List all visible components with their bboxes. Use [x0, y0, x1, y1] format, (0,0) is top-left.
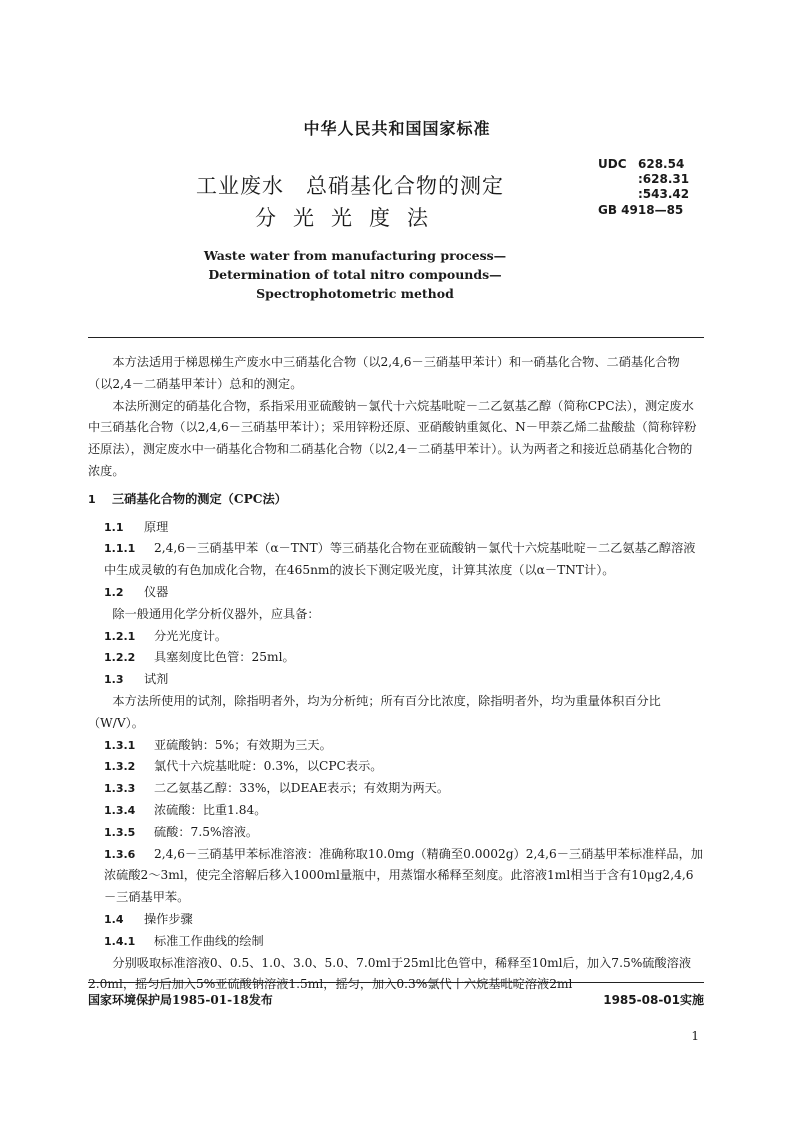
- page-number: 1: [691, 1029, 699, 1043]
- clause-title: 操作步骤: [144, 911, 193, 926]
- clause-text: 硫酸：7.5%溶液。: [154, 824, 259, 839]
- intro-paragraph: 本法所测定的硝基化合物，系指采用亚硫酸钠－氯代十六烷基吡啶－二乙氨基乙醇（简称CPC法），测定废水中三硝基化合物（以2,4,6－三硝基甲苯计）；采用锌粉还原、亚硝酸钠重氮化、N－甲萘乙烯二盐酸盐（简称锌粉还原法），测定废水中一硝基化合物和二硝基化合物（以2,4－二硝基甲苯计）。认为两者之和接近总硝基化合物的浓度。: [88, 398, 697, 478]
- subsection-heading: [88, 517, 704, 539]
- clause-text: 分别吸取标准溶液0、0.5、1.0、3.0、5.0、7.0ml于25ml比色管中，稀释至10ml后，加入7.5%硫酸溶液2.0ml，摇匀后加入5%亚硫酸钠溶液1.5ml，摇匀，加入0.3%氯代十六烷基吡啶溶液2ml: [88, 955, 692, 992]
- udc-block: [598, 157, 689, 202]
- clause-title: 原理: [144, 519, 169, 534]
- clause: [88, 800, 704, 822]
- clause-number: 1.3.1: [104, 738, 136, 752]
- header-divider: [88, 337, 704, 338]
- udc-code: :628.31: [638, 172, 690, 186]
- clause-text: 本方法所使用的试剂，除指明者外，均为分析纯；所有百分比浓度，除指明者外，均为重量体积百分比（W/V）。: [88, 693, 661, 730]
- clause-number: 1.3.2: [104, 760, 136, 774]
- clause-text: 浓硫酸：比重1.84。: [154, 802, 267, 817]
- english-title-line: Waste water from manufacturing process—: [203, 248, 507, 263]
- english-title-line: Spectrophotometric method: [256, 286, 454, 301]
- clause-number: 1.4.1: [104, 934, 136, 948]
- clause-text: 除一般通用化学分析仪器外，应具备：: [112, 606, 320, 621]
- clause-text: 亚硫酸钠：5%；有效期为三天。: [154, 737, 332, 752]
- clause-text: 二乙氨基乙醇：33%，以DEAE表示；有效期为两天。: [154, 781, 450, 796]
- clause-text: 标准工作曲线的绘制: [154, 933, 264, 948]
- clause-text: 分光光度计。: [154, 628, 228, 643]
- clause-text: 氯代十六烷基吡啶：0.3%，以CPC表示。: [154, 759, 383, 774]
- clause: [88, 844, 704, 909]
- clause-number: 1.1.1: [104, 542, 136, 556]
- effective-date: 1985-08-01实施: [603, 993, 704, 1007]
- udc-label: UDC: [598, 157, 627, 171]
- clause-text: 具塞刻度比色管：25ml。: [154, 650, 295, 665]
- subsection-heading: [88, 669, 704, 691]
- document-body: [88, 352, 704, 996]
- clause-number: 1.3: [104, 673, 124, 687]
- section-heading: [88, 489, 704, 511]
- section-number: 1: [88, 492, 96, 506]
- intro-paragraph: 本方法适用于梯恩梯生产废水中三硝基化合物（以2,4,6－三硝基甲苯计）和一硝基化合物、二硝基化合物（以2,4－二硝基甲苯计）总和的测定。: [88, 355, 680, 391]
- document-subtitle: 分光光度法: [255, 206, 445, 230]
- issue-date: 国家环境保护局1985-01-18发布: [88, 993, 273, 1007]
- document-title: 工业废水 总硝基化合物的测定: [196, 174, 504, 198]
- udc-code: :543.42: [638, 187, 690, 201]
- clause-text: 2,4,6－三硝基甲苯标准溶液：准确称取10.0mg（精确至0.0002g）2,4,6－三硝基甲苯标准样品，加浓硫酸2～3ml，使完全溶解后移入1000ml量瓶中，用蒸馏水稀释至刻度。此溶液1ml相当于含有10μg2,4,6－三硝基甲苯。: [104, 846, 703, 905]
- clause-number: 1.2: [104, 585, 124, 599]
- clause-number: 1.1: [104, 520, 124, 534]
- clause-number: 1.4: [104, 912, 124, 926]
- clause-text: 2,4,6－三硝基甲苯（α－TNT）等三硝基化合物在亚硫酸钠－氯代十六烷基吡啶－二乙氨基乙醇溶液中生成灵敏的有色加成化合物，在465nm的波长下测定吸光度，计算其浓度（以α－TNT计）。: [104, 541, 696, 578]
- clause-title: 仪器: [144, 584, 169, 599]
- clause-number: 1.2.1: [104, 629, 136, 643]
- clause-number: 1.2.2: [104, 651, 136, 665]
- clause-number: 1.3.3: [104, 782, 136, 796]
- clause-number: 1.3.6: [104, 847, 136, 861]
- clause: [88, 778, 704, 800]
- clause: [88, 756, 704, 778]
- subsection-heading: [88, 582, 704, 604]
- clause: [88, 647, 704, 669]
- clause: [88, 822, 704, 844]
- national-standard-heading: 中华人民共和国国家标准: [303, 119, 491, 138]
- subsection-heading: [88, 909, 704, 931]
- clause-title: 试剂: [144, 672, 169, 687]
- section-title: 三硝基化合物的测定（CPC法）: [112, 491, 287, 506]
- gb-number: GB 4918—85: [598, 203, 684, 217]
- clause: [88, 931, 704, 953]
- clause: [88, 538, 704, 582]
- clause-number: 1.3.4: [104, 803, 136, 817]
- clause: [88, 626, 704, 648]
- footer-divider: [88, 982, 704, 983]
- clause-number: 1.3.5: [104, 825, 136, 839]
- english-title-line: Determination of total nitro compounds—: [208, 267, 502, 282]
- clause: [88, 735, 704, 757]
- udc-code: 628.54: [638, 157, 685, 171]
